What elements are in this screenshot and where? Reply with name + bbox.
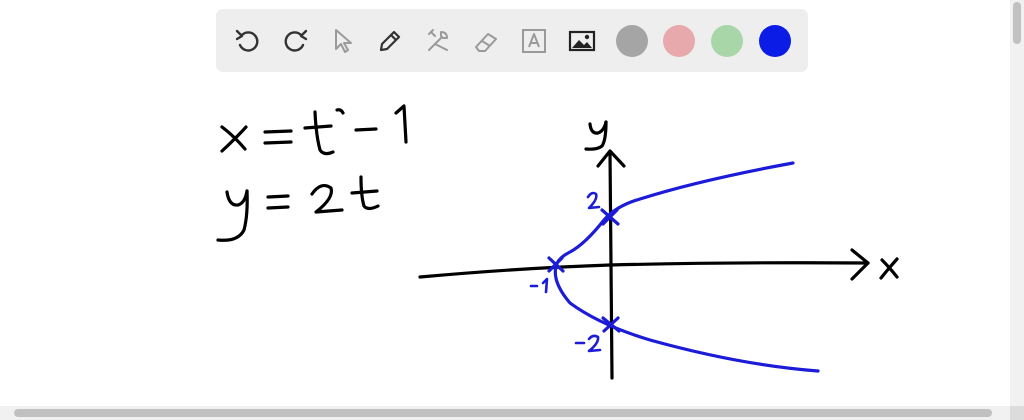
pen-icon	[375, 26, 405, 56]
color-swatch-pink[interactable]	[663, 25, 695, 57]
horizontal-scroll-thumb[interactable]	[14, 409, 992, 417]
tools-button[interactable]	[421, 24, 455, 58]
text-button[interactable]	[517, 24, 551, 58]
undo-icon	[233, 26, 263, 56]
text-icon	[519, 26, 549, 56]
axes-ink	[420, 122, 897, 378]
pen-button[interactable]	[373, 24, 407, 58]
image-icon	[567, 26, 597, 56]
tools-icon	[423, 26, 453, 56]
select-button[interactable]	[326, 24, 360, 58]
redo-button[interactable]	[278, 24, 312, 58]
equation-y-ink	[218, 177, 378, 240]
vertical-scrollbar[interactable]	[1010, 0, 1024, 406]
equation-x-ink	[222, 106, 406, 154]
tick-label-2-ink	[588, 193, 599, 208]
color-swatch-gray[interactable]	[616, 25, 648, 57]
redo-icon	[280, 26, 310, 56]
eraser-icon	[471, 26, 501, 56]
color-swatch-blue[interactable]	[759, 25, 791, 57]
undo-button[interactable]	[231, 24, 265, 58]
color-swatch-green[interactable]	[711, 25, 743, 57]
eraser-button[interactable]	[469, 24, 503, 58]
select-pointer-icon	[328, 26, 358, 56]
horizontal-scrollbar[interactable]	[0, 406, 1010, 420]
image-button[interactable]	[565, 24, 599, 58]
drawing-toolbar	[216, 9, 808, 72]
tick-label-neg1-ink	[531, 279, 547, 292]
vertical-scroll-thumb[interactable]	[1013, 2, 1021, 44]
scrollbar-corner	[1010, 406, 1024, 420]
tick-label-neg2-ink	[576, 336, 600, 351]
